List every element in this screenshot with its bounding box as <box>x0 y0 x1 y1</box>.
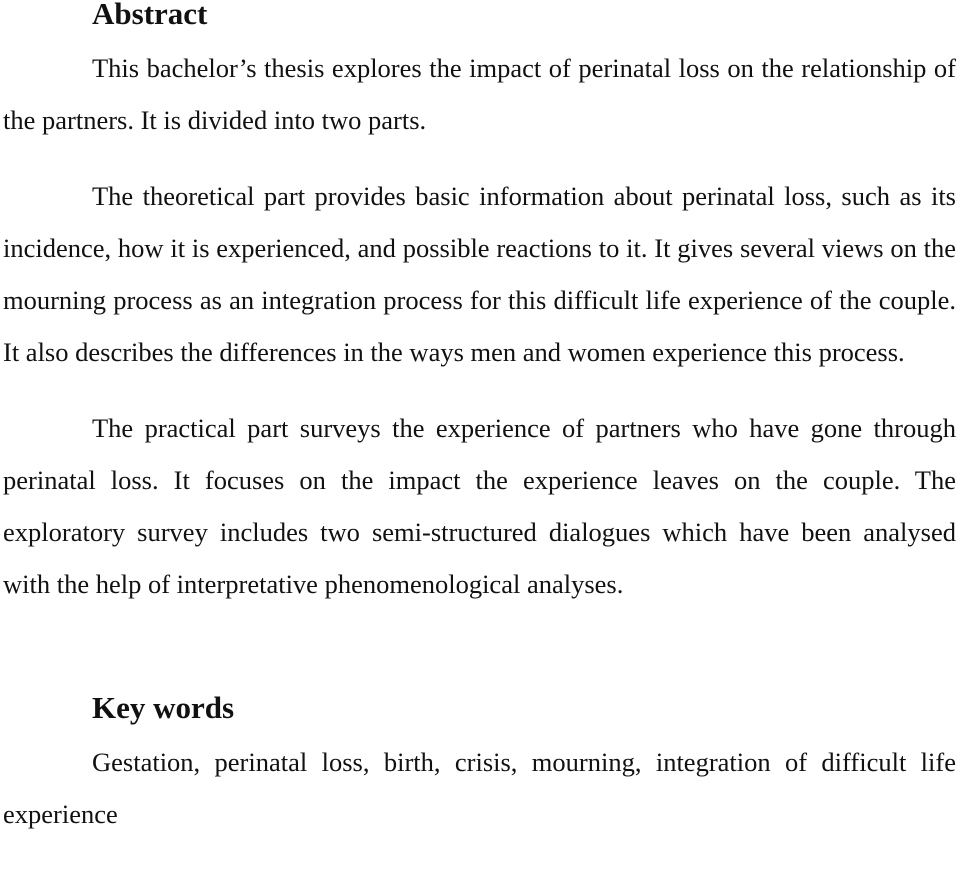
document-page <box>3 0 956 840</box>
keywords-heading: Key words <box>92 690 235 725</box>
abstract-paragraph-3: The practical part surveys the experience of partners who have gone through perinatal loss. It focuses on the impact the experience leaves on the couple. The exploratory survey includes two semi-structured dialogues which have been analysed with the help of interpretative phenomenological analyses. <box>3 413 956 599</box>
keywords-text: Gestation, perinatal loss, birth, crisis, mourning, integration of difficult life experience <box>3 747 956 829</box>
abstract-heading: Abstract <box>92 0 208 31</box>
abstract-paragraph-2: The theoretical part provides basic information about perinatal loss, such as its incidence, how it is experienced, and possible reactions to it. It gives several views on the mourning process as an integration process for this difficult life experience of the couple. It also describes the differences in the ways men and women experience this process. <box>3 181 956 367</box>
abstract-paragraph-1: This bachelor’s thesis explores the impact of perinatal loss on the relationship of the partners. It is divided into two parts. <box>3 53 956 135</box>
